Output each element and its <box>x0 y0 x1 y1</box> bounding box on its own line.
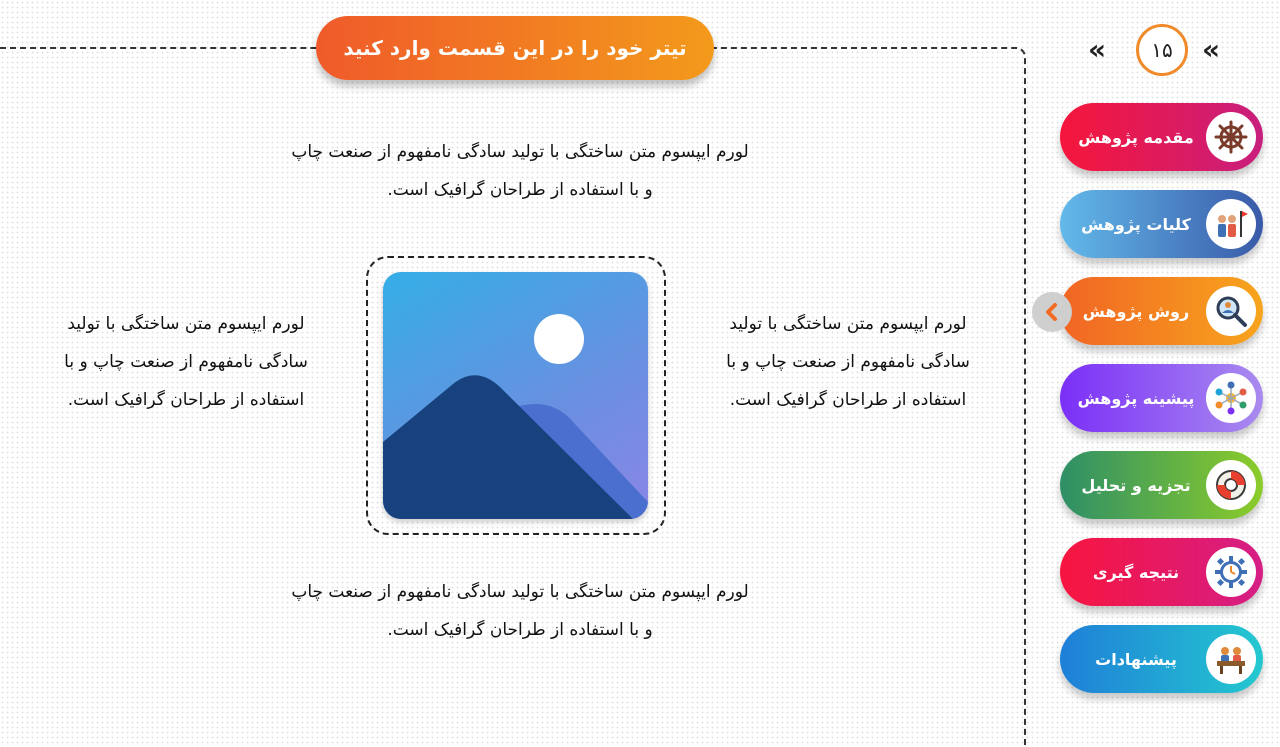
sidebar-item-label: مقدمه پژوهش <box>1078 127 1194 147</box>
sidebar-item-suggestions[interactable] <box>1060 625 1263 693</box>
sidebar-item-label: روش پژوهش <box>1082 301 1190 321</box>
page-title: تیتر خود را در این قسمت وارد کنید <box>343 36 687 60</box>
sidebar-item-methodology[interactable] <box>1060 277 1263 345</box>
network-people-icon <box>1206 373 1256 423</box>
sidebar-item-label: پیشینه پژوهش <box>1077 388 1195 408</box>
team-flag-icon <box>1206 199 1256 249</box>
sidebar-item-overview[interactable] <box>1060 190 1263 258</box>
left-paragraph: لورم ایپسوم متن ساختگی با تولید سادگی نامفهوم از صنعت چاپ و با استفاده از طراحان گرافیک است. <box>64 314 308 410</box>
magnifier-user-icon <box>1206 286 1256 336</box>
sidebar-item-background[interactable] <box>1060 364 1263 432</box>
ship-wheel-icon <box>1206 112 1256 162</box>
sidebar-item-label: پیشنهادات <box>1095 649 1177 669</box>
prev-page-chevron-icon[interactable]: « <box>1088 33 1099 66</box>
bottom-paragraph: لورم ایپسوم متن ساختگی با تولید سادگی نامفهوم از صنعت چاپ و با استفاده از طراحان گرافیک است. <box>291 582 749 640</box>
chevron-left-icon[interactable] <box>1032 292 1072 332</box>
next-page-chevron-icon[interactable]: « <box>1202 33 1213 66</box>
page-number: ۱۵ <box>1136 24 1188 76</box>
lifebuoy-icon <box>1206 460 1256 510</box>
sidebar-item-analysis[interactable] <box>1060 451 1263 519</box>
sidebar-item-label: کلیات پژوهش <box>1081 214 1191 234</box>
meeting-table-icon <box>1206 634 1256 684</box>
right-paragraph: لورم ایپسوم متن ساختگی با تولید سادگی نامفهوم از صنعت چاپ و با استفاده از طراحان گرافیک است. <box>726 314 970 410</box>
sidebar-item-introduction[interactable] <box>1060 103 1263 171</box>
top-paragraph: لورم ایپسوم متن ساختگی با تولید سادگی نامفهوم از صنعت چاپ و با استفاده از طراحان گرافیک است. <box>291 142 749 200</box>
sidebar-item-label: تجزیه و تحلیل <box>1081 475 1191 495</box>
sidebar-item-label: نتیجه گیری <box>1092 562 1180 582</box>
gear-clock-icon <box>1206 547 1256 597</box>
image-placeholder-icon[interactable] <box>383 272 648 519</box>
title-banner <box>316 16 714 80</box>
sidebar-item-conclusion[interactable] <box>1060 538 1263 606</box>
